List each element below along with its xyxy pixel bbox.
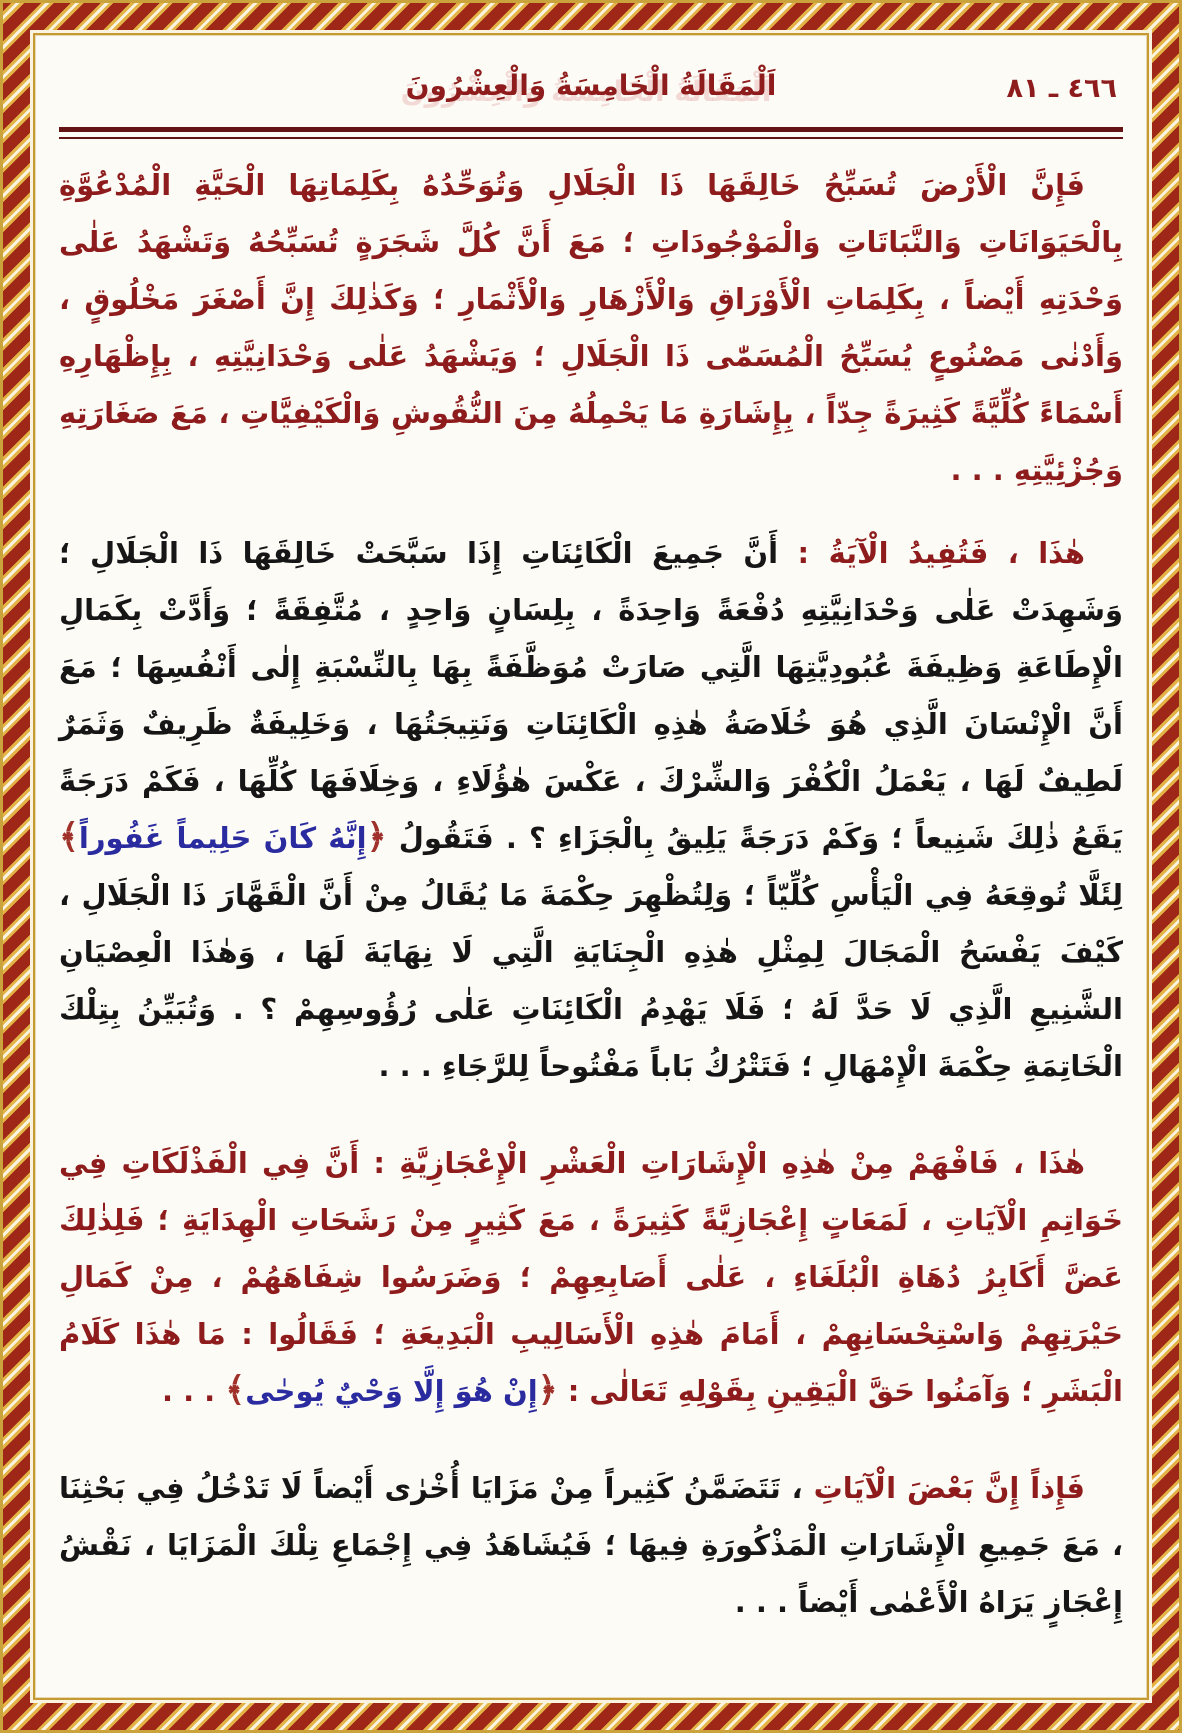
paragraph — [59, 525, 1123, 1095]
page — [33, 33, 1149, 1700]
paragraph — [59, 1460, 1123, 1631]
text-segment: لِئَلَّا تُوقِعَهُ فِي الْيَأْسِ كُلِّيّاً ؛ وَلِتُظْهِرَ حِكْمَةَ مَا يُقَالُ مِنْ أَنَّ الْقَهَّارَ ذَا الْجَلَالِ ، كَيْفَ يَفْسَحُ الْمَجَالَ لِمِثْلِ هٰذِهِ الْجِنَايَةِ الَّتِي لَا نِهَايَةَ لَهَا ، وَهٰذَا الْعِصْيَانِ الشَّنِيعِ الَّذِي لَا حَدَّ لَهُ ؛ فَلَا يَهْدِمُ الْكَائِنَاتِ عَلٰى رُؤُوسِهِمْ ؟ . وَتُبَيِّنُ بِتِلْكَ الْخَاتِمَةِ حِكْمَةَ الْإِمْهَالِ ؛ فَتَتْرُكُ بَاباً مَفْتُوحاً لِلرَّجَاءِ . . . — [59, 878, 1123, 1083]
quote-bracket-ornament: ﴿ — [537, 1370, 558, 1410]
header — [59, 61, 1123, 125]
page-title: اَلْمَقَالَةُ الْخَامِسَةُ وَالْعِشْرُونَ — [405, 69, 777, 102]
paragraph — [59, 1135, 1123, 1420]
quran-quote: إِنَّهُ كَانَ حَلِيماً غَفُوراً — [78, 821, 367, 855]
paragraph — [59, 157, 1123, 499]
text-segment: فَإِنَّ الْأَرْضَ تُسَبِّحُ خَالِقَهَا ذَا الْجَلَالِ وَتُوَحِّدُهُ بِكَلِمَاتِهَا الْحَيَّةِ الْمُدْعُوَّةِ بِالْحَيَوَانَاتِ وَالنَّبَاتَاتِ وَالْمَوْجُودَاتِ ؛ مَعَ أَنَّ كُلَّ شَجَرَةٍ تُسَبِّحُهُ وَتَشْهَدُ عَلٰى وَحْدَتِهِ أَيْضاً ، بِكَلِمَاتِ الْأَوْرَاقِ وَالْأَزْهَارِ وَالْأَثْمَارِ ؛ وَكَذٰلِكَ إِنَّ أَصْغَرَ مَخْلُوقٍ ، وَأَدْنٰى مَصْنُوعٍ يُسَبِّحُ الْمُسَمّٰى ذَا الْجَلَالِ ؛ وَيَشْهَدُ عَلٰى وَحْدَانِيَّتِهِ ، بِإِظْهَارِهِ أَسْمَاءً كُلِّيَّةً كَثِيرَةً جِدّاً ، بِإِشَارَةِ مَا يَحْمِلُهُ مِنَ النُّقُوشِ وَالْكَيْفِيَّاتِ ، مَعَ صَغَارَتِهِ وَجُزْئِيَّتِهِ . . . — [59, 168, 1123, 487]
text-segment: هٰذَا ، فَافْهَمْ مِنْ هٰذِهِ الْإِشَارَاتِ الْعَشْرِ الْإِعْجَازِيَّةِ : أَنَّ فِي الْفَذْلَكَاتِ فِي خَوَاتِمِ الْآيَاتِ ، لَمَعَاتٍ إِعْجَازِيَّةً كَثِيرَةً ، مَعَ كَثِيرٍ مِنْ رَشَحَاتِ الْهِدَايَةِ ؛ فَلِذٰلِكَ عَضَّ أَكَابِرُ دُهَاةِ الْبُلَغَاءِ ، عَلٰى أَصَابِعِهِمْ ؛ وَضَرَسُوا شِفَاهَهُمْ ، مِنْ كَمَالِ حَيْرَتِهِمْ وَاسْتِحْسَانِهِمْ ، أَمَامَ هٰذِهِ الْأَسَالِيبِ الْبَدِيعَةِ ؛ فَقَالُوا : مَا هٰذَا كَلَامُ الْبَشَرِ ؛ وَآمَنُوا حَقَّ الْيَقِينِ بِقَوْلِهِ تَعَالٰى : — [59, 1146, 1123, 1408]
page-number: ٤٦٦ ـ ٨١ — [1006, 73, 1117, 104]
quote-bracket-ornament: ﴾ — [59, 817, 79, 857]
text-segment: أَنَّ جَمِيعَ الْكَائِنَاتِ إِذَا سَبَّحَتْ خَالِقَهَا ذَا الْجَلَالِ ؛ وَشَهِدَتْ عَلٰى وَحْدَانِيَّتِهِ دُفْعَةً وَاحِدَةً ، بِلِسَانٍ وَاحِدٍ ، مُتَّفِقَةً ؛ وَأَدَّتْ بِكَمَالِ الْإِطَاعَةِ وَظِيفَةَ عُبُودِيَّتِهَا الَّتِي صَارَتْ مُوَظَّفَةً بِهَا بِالنِّسْبَةِ إِلٰى أَنْفُسِهَا ؛ مَعَ أَنَّ الْإِنْسَانَ الَّذِي هُوَ خُلَاصَةُ هٰذِهِ الْكَائِنَاتِ وَنَتِيجَتُهَا ، وَخَلِيفَةٌ ظَرِيفٌ وَثَمَرٌ لَطِيفٌ لَهَا ، يَعْمَلُ الْكُفْرَ وَالشِّرْكَ ، عَكْسَ هٰؤُلَاءِ ، وَخِلَافَهَا كُلِّهَا ، فَكَمْ دَرَجَةً يَقَعُ ذٰلِكَ شَنِيعاً ؛ وَكَمْ دَرَجَةً يَلِيقُ بِالْجَزَاءِ ؟ . فَتَقُولُ — [59, 536, 1123, 855]
text-segment: . . . — [161, 1374, 226, 1408]
text-segment: ، تَتَضَمَّنُ كَثِيراً مِنْ مَزَايَا أُخْرٰى أَيْضاً لَا تَدْخُلُ فِي بَحْثِنَا ، مَعَ جَمِيعِ الْإِشَارَاتِ الْمَذْكُورَةِ فِيهَا ؛ فَيُشَاهَدُ فِي إِجْمَاعِ تِلْكَ الْمَزَايَا ، نَقْشُ إِعْجَازٍ يَرَاهُ الْأَعْمٰى أَيْضاً . . . — [59, 1471, 1123, 1619]
quote-bracket-ornament: ﴾ — [225, 1370, 246, 1410]
quran-quote: إِنْ هُوَ إِلَّا وَحْيٌ يُوحٰى — [245, 1374, 538, 1408]
body-text — [59, 157, 1123, 1631]
text-segment: هٰذَا ، فَتُفِيدُ الْآيَةُ : — [778, 536, 1085, 570]
quote-bracket-ornament: ﴿ — [366, 817, 387, 857]
text-segment: فَإِذاً إِنَّ بَعْضَ الْآيَاتِ — [813, 1471, 1085, 1505]
header-rule — [59, 127, 1123, 139]
